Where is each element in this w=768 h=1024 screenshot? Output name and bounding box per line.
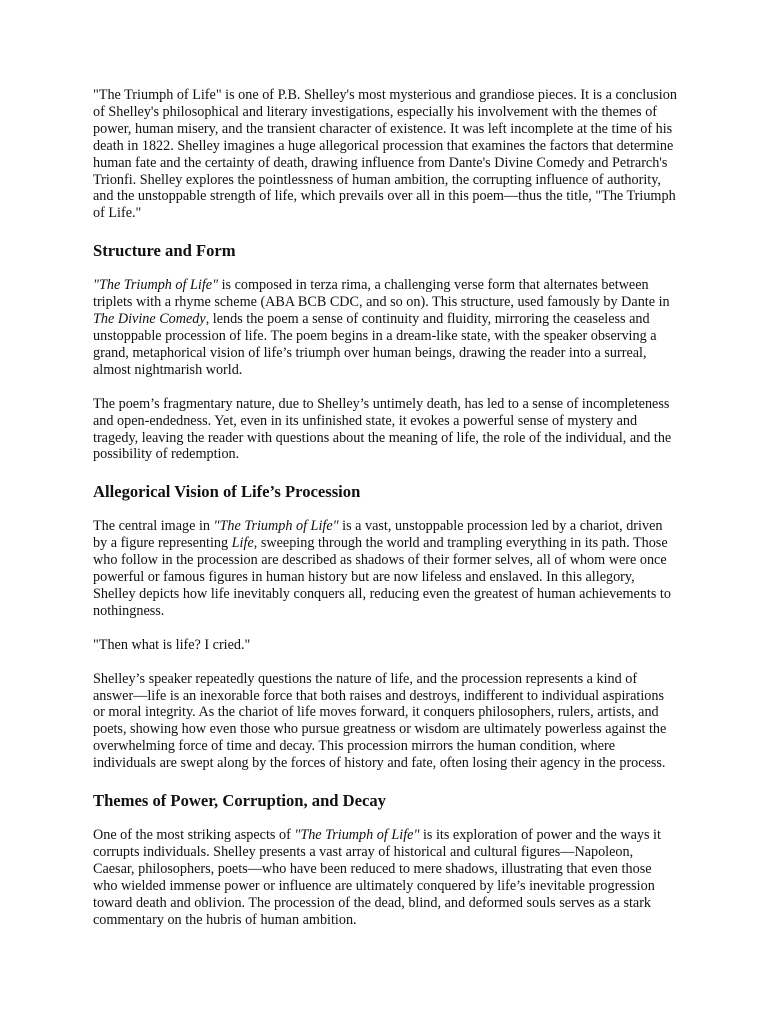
- allegory-quote: "Then what is life? I cried.": [93, 636, 251, 653]
- text-span: One of the most striking aspects of: [93, 827, 295, 844]
- structure-paragraph-1: [93, 277, 677, 378]
- structure-paragraph-2: The poem’s fragmentary nature, due to Shelley’s untimely death, has led to a sense of incompleteness and open-endedness. Yet, even in its unfinished state, it evokes a powerful sense of mystery and tragedy, leaving the reader with questions about the meaning of life, the role of the individual, and the possibility of redemption.: [93, 395, 672, 463]
- poem-title-italic: "The Triumph of Life": [213, 518, 339, 535]
- allegory-paragraph-1: [93, 518, 677, 619]
- section-heading-allegory: Allegorical Vision of Life’s Procession: [93, 482, 361, 502]
- life-italic: Life: [231, 535, 254, 552]
- text-span: , sweeping through the world and trampling everything in its path. Those who follow in the procession are described as shadows of their former selves, all of whom were once powerful or famous figures in human history but are now lifeless and enslaved. In this allegory, Shelley depicts how life inevitably conquers all, reducing even the greatest of human achievements to nothingness.: [93, 535, 671, 619]
- section-heading-structure: Structure and Form: [93, 241, 236, 261]
- intro-paragraph: "The Triumph of Life" is one of P.B. Shelley's most mysterious and grandiose pieces. It is a conclusion of Shelley's philosophical and literary investigations, especially his involvement with the themes of power, human misery, and the transient character of existence. It was left incomplete at the time of his death in 1822. Shelley imagines a huge allegorical procession that examines the factors that determine human fate and the certainty of death, drawing influence from Dante's Divine Comedy and Petrarch's Trionfi. Shelley explores the pointlessness of human ambition, the corrupting influence of authority, and the unstoppable strength of life, which prevails over all in this poem—thus the title, "The Triumph of Life.": [93, 87, 677, 222]
- poem-title-italic: "The Triumph of Life": [93, 277, 219, 294]
- text-span: is a vast, unstoppable procession led by a chariot, driven by a figure representing: [93, 518, 663, 552]
- poem-title-italic: "The Triumph of Life": [294, 827, 420, 844]
- allegory-paragraph-2: Shelley’s speaker repeatedly questions the nature of life, and the procession represents a kind of answer—life is an inexorable force that both raises and destroys, indifferent to individual aspirations or moral integrity. As the chariot of life moves forward, it conquers philosophers, rulers, artists, and poets, showing how even those who pursue greatness or wisdom are ultimately powerless against the overwhelming force of time and decay. This procession mirrors the human condition, where individuals are swept along by the forces of history and fate, often losing their agency in the process.: [93, 670, 667, 772]
- work-title-italic: The Divine Comedy: [93, 311, 206, 328]
- section-heading-themes: Themes of Power, Corruption, and Decay: [93, 791, 386, 811]
- text-span: , lends the poem a sense of continuity and fluidity, mirroring the ceaseless and unstoppable procession of life. The poem begins in a dream-like state, with the speaker observing a grand, metaphorical vision of life’s triumph over human beings, drawing the reader into a surreal, almost nightmarish world.: [93, 311, 657, 378]
- document-page: [93, 87, 677, 946]
- text-span: is its exploration of power and the ways it corrupts individuals. Shelley presents a vast array of historical and cultural figures—Napoleon, Caesar, philosophers, poets—who have been reduced to mere shadows, illustrating that even those who wielded immense power or influence are ultimately conquered by life’s inevitable progression toward death and oblivion. The procession of the dead, blind, and deformed souls serves as a stark commentary on the hubris of human ambition.: [93, 827, 661, 928]
- text-span: is composed in terza rima, a challenging verse form that alternates between triplets with a rhyme scheme (ABA BCB CDC, and so on). This structure, used famously by Dante in: [93, 277, 670, 311]
- text-span: The central image in: [93, 518, 214, 535]
- themes-paragraph-1: [93, 827, 677, 928]
